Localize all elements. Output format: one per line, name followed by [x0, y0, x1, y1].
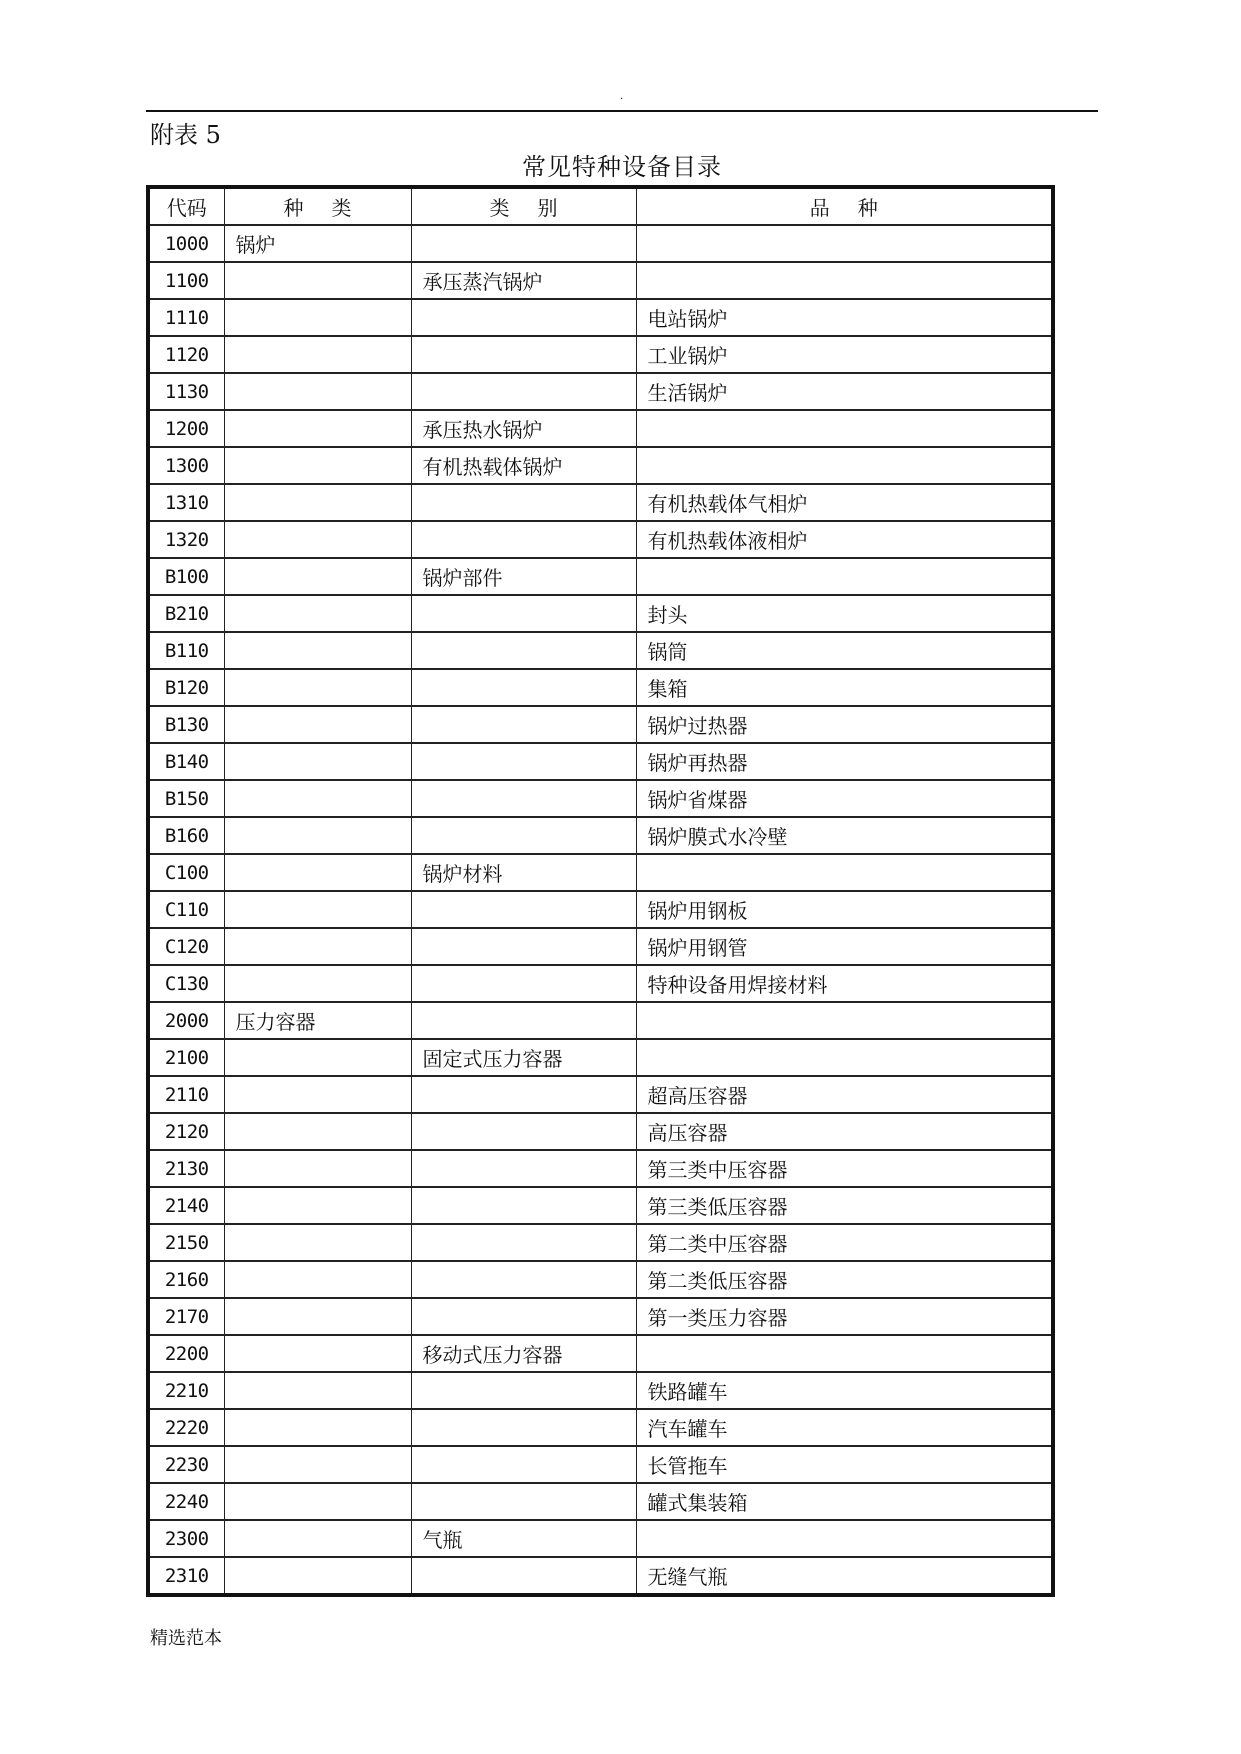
cell-category: [411, 484, 636, 521]
table-row: [148, 1113, 1053, 1150]
cell-variety: 第二类低压容器: [636, 1261, 1053, 1298]
cell-variety: 长管拖车: [636, 1446, 1053, 1483]
cell-kind: [224, 1039, 411, 1076]
cell-variety: [636, 447, 1053, 484]
cell-variety: [636, 854, 1053, 891]
table-row: [148, 1372, 1053, 1409]
cell-variety: 第一类压力容器: [636, 1298, 1053, 1335]
cell-category: [411, 1483, 636, 1520]
cell-kind: [224, 1150, 411, 1187]
cell-code: B210: [148, 595, 224, 632]
cell-category: 移动式压力容器: [411, 1335, 636, 1372]
cell-kind: [224, 1113, 411, 1150]
cell-kind: [224, 706, 411, 743]
cell-category: 锅炉部件: [411, 558, 636, 595]
cell-code: 2230: [148, 1446, 224, 1483]
cell-code: 2160: [148, 1261, 224, 1298]
cell-category: [411, 1150, 636, 1187]
table-header-row: [148, 187, 1053, 225]
cell-code: 1130: [148, 373, 224, 410]
table-row: [148, 484, 1053, 521]
cell-variety: 电站锅炉: [636, 299, 1053, 336]
cell-code: 1300: [148, 447, 224, 484]
cell-code: 1200: [148, 410, 224, 447]
table-row: [148, 706, 1053, 743]
appendix-label: 附表 5: [150, 121, 221, 149]
cell-category: [411, 743, 636, 780]
cell-category: 有机热载体锅炉: [411, 447, 636, 484]
cell-kind: [224, 373, 411, 410]
cell-kind: [224, 743, 411, 780]
table-row: [148, 743, 1053, 780]
cell-variety: [636, 1039, 1053, 1076]
table-row: [148, 965, 1053, 1002]
cell-category: [411, 1446, 636, 1483]
document-title: 常见特种设备目录: [522, 153, 722, 181]
cell-kind: [224, 447, 411, 484]
cell-category: 承压蒸汽锅炉: [411, 262, 636, 299]
cell-category: [411, 373, 636, 410]
cell-kind: [224, 521, 411, 558]
cell-code: 2300: [148, 1520, 224, 1557]
cell-kind: [224, 780, 411, 817]
header-rule: [146, 110, 1098, 112]
cell-kind: [224, 817, 411, 854]
header-variety: 品种: [636, 187, 1053, 225]
cell-code: 1100: [148, 262, 224, 299]
table-row: [148, 521, 1053, 558]
footer-note: 精选范本: [150, 1628, 222, 1649]
cell-variety: 特种设备用焊接材料: [636, 965, 1053, 1002]
table-row: [148, 1483, 1053, 1520]
cell-variety: [636, 262, 1053, 299]
cell-variety: 锅炉再热器: [636, 743, 1053, 780]
cell-kind: [224, 854, 411, 891]
cell-kind: [224, 595, 411, 632]
cell-kind: 压力容器: [224, 1002, 411, 1039]
cell-kind: [224, 1483, 411, 1520]
table-row: [148, 225, 1053, 262]
cell-variety: [636, 1335, 1053, 1372]
cell-variety: [636, 1520, 1053, 1557]
cell-category: 承压热水锅炉: [411, 410, 636, 447]
cell-category: 锅炉材料: [411, 854, 636, 891]
cell-kind: [224, 558, 411, 595]
cell-kind: [224, 965, 411, 1002]
cell-category: [411, 1261, 636, 1298]
cell-category: [411, 632, 636, 669]
table-row: [148, 336, 1053, 373]
cell-kind: [224, 1076, 411, 1113]
table-row: [148, 595, 1053, 632]
table-row: [148, 817, 1053, 854]
cell-code: B100: [148, 558, 224, 595]
cell-category: 气瓶: [411, 1520, 636, 1557]
cell-category: [411, 336, 636, 373]
cell-code: 2240: [148, 1483, 224, 1520]
cell-kind: [224, 410, 411, 447]
equipment-catalog-table-wrapper: [146, 185, 1051, 1597]
cell-category: [411, 928, 636, 965]
cell-variety: 超高压容器: [636, 1076, 1053, 1113]
cell-category: [411, 1557, 636, 1595]
table-row: [148, 1039, 1053, 1076]
header-dot: .: [620, 91, 624, 102]
table-row: [148, 1557, 1053, 1595]
header-category: 类别: [411, 187, 636, 225]
table-row: [148, 1409, 1053, 1446]
cell-code: B140: [148, 743, 224, 780]
cell-category: [411, 1224, 636, 1261]
table-body: [148, 225, 1053, 1595]
cell-variety: 第二类中压容器: [636, 1224, 1053, 1261]
cell-category: [411, 817, 636, 854]
cell-category: [411, 706, 636, 743]
table-row: [148, 1298, 1053, 1335]
cell-category: [411, 1298, 636, 1335]
cell-variety: 工业锅炉: [636, 336, 1053, 373]
cell-code: 1120: [148, 336, 224, 373]
table-row: [148, 1002, 1053, 1039]
cell-kind: [224, 1446, 411, 1483]
cell-code: B110: [148, 632, 224, 669]
cell-variety: 高压容器: [636, 1113, 1053, 1150]
table-row: [148, 1224, 1053, 1261]
cell-variety: 锅炉过热器: [636, 706, 1053, 743]
cell-variety: 锅炉用钢管: [636, 928, 1053, 965]
cell-category: [411, 595, 636, 632]
table-row: [148, 891, 1053, 928]
cell-code: 2210: [148, 1372, 224, 1409]
table-row: [148, 1076, 1053, 1113]
cell-kind: [224, 1557, 411, 1595]
cell-code: 1110: [148, 299, 224, 336]
equipment-catalog-table: [146, 185, 1055, 1597]
cell-category: [411, 780, 636, 817]
cell-variety: 锅炉省煤器: [636, 780, 1053, 817]
cell-kind: [224, 484, 411, 521]
cell-kind: [224, 891, 411, 928]
cell-kind: [224, 299, 411, 336]
cell-code: C100: [148, 854, 224, 891]
table-row: [148, 299, 1053, 336]
cell-kind: 锅炉: [224, 225, 411, 262]
header-kind: 种类: [224, 187, 411, 225]
cell-variety: 第三类中压容器: [636, 1150, 1053, 1187]
cell-category: [411, 1372, 636, 1409]
cell-variety: 锅炉膜式水冷壁: [636, 817, 1053, 854]
cell-category: [411, 965, 636, 1002]
cell-code: 2200: [148, 1335, 224, 1372]
cell-variety: 有机热载体气相炉: [636, 484, 1053, 521]
cell-variety: [636, 1002, 1053, 1039]
table-row: [148, 632, 1053, 669]
cell-variety: 集箱: [636, 669, 1053, 706]
table-row: [148, 373, 1053, 410]
cell-variety: 锅炉用钢板: [636, 891, 1053, 928]
table-row: [148, 669, 1053, 706]
table-row: [148, 558, 1053, 595]
cell-kind: [224, 1409, 411, 1446]
cell-code: 2150: [148, 1224, 224, 1261]
cell-code: B160: [148, 817, 224, 854]
table-row: [148, 854, 1053, 891]
cell-variety: 生活锅炉: [636, 373, 1053, 410]
cell-code: B120: [148, 669, 224, 706]
cell-kind: [224, 1298, 411, 1335]
cell-kind: [224, 1187, 411, 1224]
cell-kind: [224, 1372, 411, 1409]
cell-code: C120: [148, 928, 224, 965]
cell-category: [411, 1187, 636, 1224]
cell-category: [411, 1002, 636, 1039]
table-row: [148, 1150, 1053, 1187]
cell-kind: [224, 928, 411, 965]
cell-kind: [224, 669, 411, 706]
cell-kind: [224, 1261, 411, 1298]
cell-category: 固定式压力容器: [411, 1039, 636, 1076]
cell-variety: [636, 225, 1053, 262]
cell-category: [411, 299, 636, 336]
cell-category: [411, 1409, 636, 1446]
table-row: [148, 1335, 1053, 1372]
cell-code: 2000: [148, 1002, 224, 1039]
cell-variety: 无缝气瓶: [636, 1557, 1053, 1595]
cell-variety: 汽车罐车: [636, 1409, 1053, 1446]
cell-code: 2310: [148, 1557, 224, 1595]
cell-variety: [636, 410, 1053, 447]
cell-code: B150: [148, 780, 224, 817]
cell-kind: [224, 1224, 411, 1261]
cell-kind: [224, 1335, 411, 1372]
table-row: [148, 1446, 1053, 1483]
cell-code: 1320: [148, 521, 224, 558]
table-row: [148, 928, 1053, 965]
cell-kind: [224, 336, 411, 373]
cell-code: C130: [148, 965, 224, 1002]
cell-kind: [224, 262, 411, 299]
cell-category: [411, 521, 636, 558]
cell-category: [411, 1076, 636, 1113]
table-row: [148, 410, 1053, 447]
cell-code: 2100: [148, 1039, 224, 1076]
cell-code: 1000: [148, 225, 224, 262]
cell-kind: [224, 1520, 411, 1557]
cell-category: [411, 891, 636, 928]
cell-code: B130: [148, 706, 224, 743]
cell-variety: 封头: [636, 595, 1053, 632]
cell-variety: [636, 558, 1053, 595]
cell-code: C110: [148, 891, 224, 928]
cell-code: 2140: [148, 1187, 224, 1224]
cell-variety: 锅筒: [636, 632, 1053, 669]
cell-variety: 第三类低压容器: [636, 1187, 1053, 1224]
table-row: [148, 1187, 1053, 1224]
cell-variety: 铁路罐车: [636, 1372, 1053, 1409]
table-row: [148, 780, 1053, 817]
cell-code: 2130: [148, 1150, 224, 1187]
cell-kind: [224, 632, 411, 669]
cell-code: 2220: [148, 1409, 224, 1446]
cell-code: 2170: [148, 1298, 224, 1335]
cell-category: [411, 225, 636, 262]
cell-code: 1310: [148, 484, 224, 521]
table-row: [148, 1520, 1053, 1557]
cell-variety: 有机热载体液相炉: [636, 521, 1053, 558]
cell-code: 2120: [148, 1113, 224, 1150]
table-row: [148, 447, 1053, 484]
cell-code: 2110: [148, 1076, 224, 1113]
table-row: [148, 262, 1053, 299]
header-code: 代码: [148, 187, 224, 225]
cell-category: [411, 669, 636, 706]
cell-category: [411, 1113, 636, 1150]
table-row: [148, 1261, 1053, 1298]
cell-variety: 罐式集装箱: [636, 1483, 1053, 1520]
